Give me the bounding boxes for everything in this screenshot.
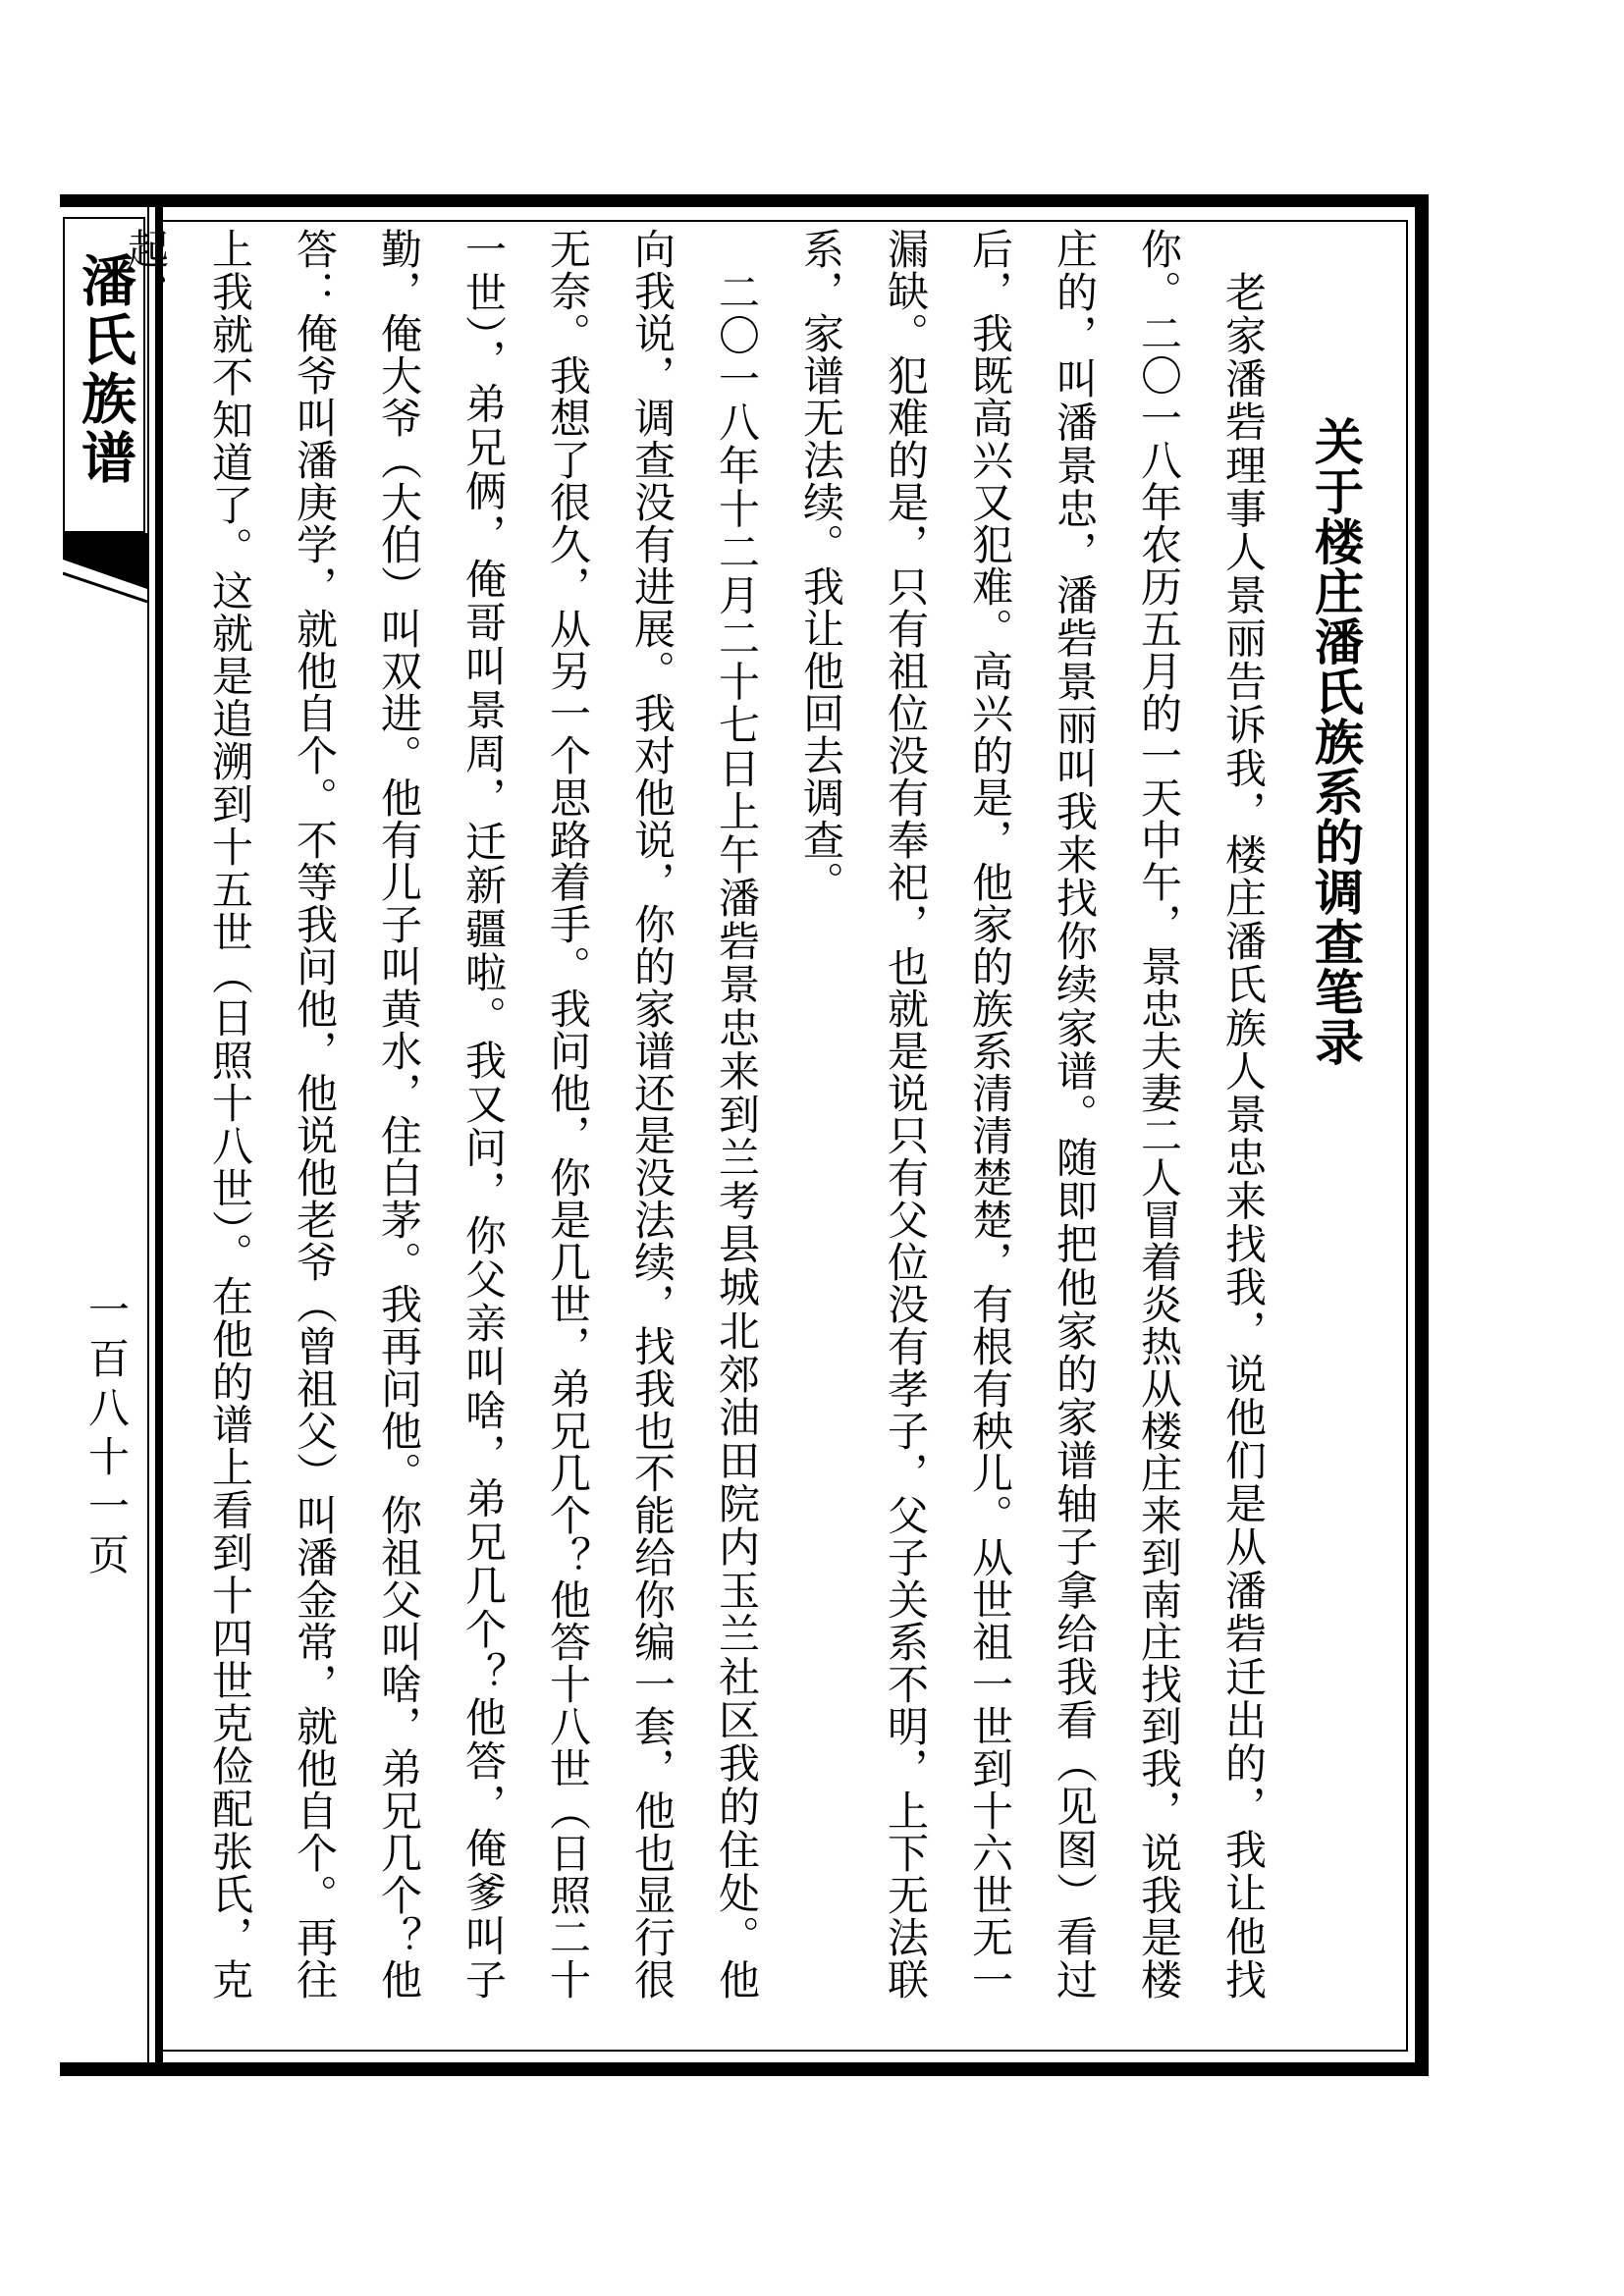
article-paragraph-2: 二〇一八年十二月二十七日上午潘砦景忠来到兰考县城北郊油田院内玉兰社区我的住处。他向我说，调查没有进展。我对他说，你的家谱还是没法续，找我也不能给你编一套，他也显行很无奈。我想了很久，从另一个思路着手。我问他，你是几世，弟兄几个？他答十八世（日照二十一世），弟兄俩，俺哥叫景周，迁新疆啦。我又问，你父亲叫啥，弟兄几个？他答，俺爹叫子勤，俺大爷（大伯）叫双进。他有儿子叫黄水，住白茅。我再问他。你祖父叫啥，弟兄几个？他答：俺爷叫潘庚学，就他自个。不等我问他，他说他老爷（曾祖父）叫潘金常，就他自个。再往上我就不知道了。这就是追溯到十五世（日照十八世）。在他的谱上看到十四世克俭配张氏，克起、 (122, 228, 758, 2001)
sidebar-tab (63, 217, 145, 533)
article-paragraph-1: 老家潘砦理事人景丽告诉我，楼庄潘氏族人景忠来找我，说他们是从潘砦迁出的，我让他找你。二〇一八年农历五月的一天中午，景忠夫妻二人冒着炎热从楼庄来到南庄找到我，说我是楼庄的，叫潘景忠，潘砦景丽叫我来找你续家谱。随即把他家的家谱轴子拿给我看（见图）看过后，我既高兴又犯难。高兴的是，他家的族系清清楚楚，有根有秧儿。从世祖一世到十六世无一漏缺。犯难的是，只有祖位没有奉祀，也就是说只有父位没有孝子，父子关系不明，上下无法联系，家谱无法续。我让他回去调查。 (797, 228, 1265, 2001)
frame-right-bar (1415, 194, 1429, 2076)
article-content (122, 228, 1398, 2001)
frame-bottom-bar (60, 2062, 1429, 2076)
book-title: 潘氏族谱 (74, 252, 135, 488)
article-title: 关于楼庄潘氏族系的调查笔录 (1308, 416, 1363, 1067)
page-number: 一百八十一页 (82, 1288, 128, 1582)
frame-top-bar (60, 194, 1429, 207)
fold-wedge-icon (63, 533, 147, 610)
